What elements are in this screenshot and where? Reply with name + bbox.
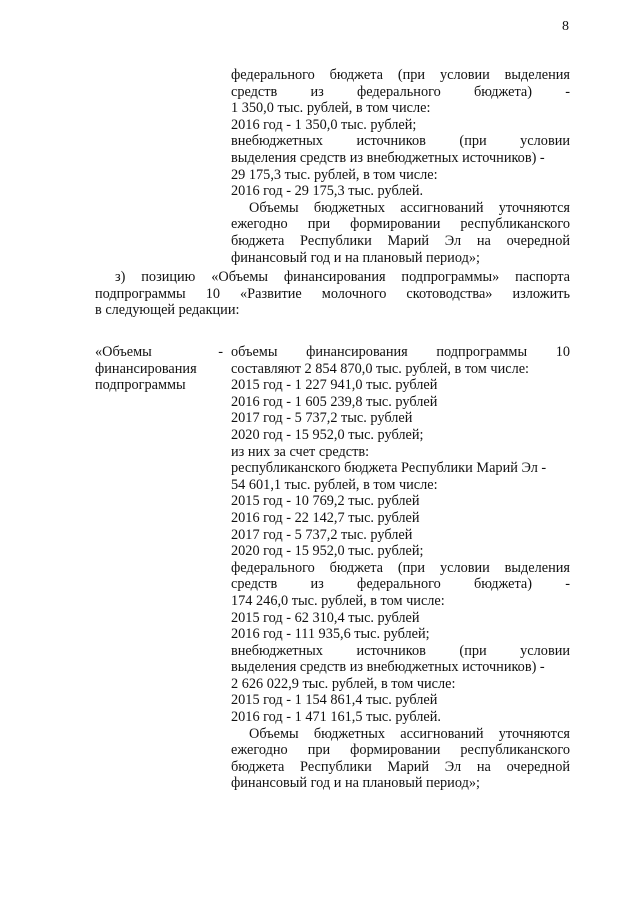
text-line: 2016 год - 1 471 161,5 тыс. рублей.: [231, 709, 441, 726]
text-line: 54 601,1 тыс. рублей, в том числе:: [231, 476, 438, 493]
text-line: федерального бюджета (при условии выделения: [231, 559, 570, 576]
text-line: 2016 год - 1 350,0 тыс. рублей;: [231, 116, 417, 133]
text-line: из них за счет средств:: [231, 443, 370, 460]
text-line: Объемы бюджетных ассигнований уточняются: [249, 199, 570, 216]
text-line: республиканского бюджета Республики Марий Эл -: [231, 460, 547, 477]
text-line: 2015 год - 62 310,4 тыс. рублей: [231, 609, 420, 626]
text-line: 2016 год - 29 175,3 тыс. рублей.: [231, 183, 424, 200]
text-line: средств из федерального бюджета) -: [231, 576, 570, 593]
text-line: 2016 год - 111 935,6 тыс. рублей;: [231, 626, 430, 643]
text-line: составляют 2 854 870,0 тыс. рублей, в том числе:: [231, 360, 530, 377]
text-line: з) позицию «Объемы финансирования подпрограммы» паспорта: [115, 269, 570, 285]
text-line: объемы финансирования подпрограммы 10: [231, 344, 570, 360]
amendment-paragraph: [95, 269, 570, 319]
text-line: 2017 год - 5 737,2 тыс. рублей: [231, 526, 413, 543]
text-line: ежегодно при формировании республиканского: [231, 742, 570, 759]
text-line: подпрограммы 10 «Развитие молочного скотоводства» изложить: [95, 285, 570, 302]
text-line: подпрограммы: [95, 377, 186, 394]
text-line: Объемы бюджетных ассигнований уточняются: [249, 725, 570, 742]
text-line: выделения средств из внебюджетных источников) -: [231, 149, 545, 166]
text-line: 1 350,0 тыс. рублей, в том числе:: [231, 100, 431, 117]
text-line: ежегодно при формировании республиканского: [231, 216, 570, 233]
text-line: 2020 год - 15 952,0 тыс. рублей;: [231, 543, 424, 560]
text-line: внебюджетных источников (при условии: [231, 642, 570, 659]
text-line: 2015 год - 10 769,2 тыс. рублей: [231, 493, 420, 510]
funding-label: [95, 344, 223, 394]
text-line: 2016 год - 1 605 239,8 тыс. рублей: [231, 393, 438, 410]
funding-details-text: [231, 344, 570, 792]
text-line: 2 626 022,9 тыс. рублей, в том числе:: [231, 675, 456, 692]
text-line: 2015 год - 1 154 861,4 тыс. рублей: [231, 692, 438, 709]
text-line: «Объемы -: [95, 344, 223, 360]
page-number: 8: [562, 19, 569, 34]
text-line: 2020 год - 15 952,0 тыс. рублей;: [231, 426, 424, 443]
text-line: финансовый год и на плановый период»;: [231, 775, 480, 792]
text-line: 174 246,0 тыс. рублей, в том числе:: [231, 592, 445, 609]
text-line: внебюджетных источников (при условии: [231, 133, 570, 150]
text-line: средств из федерального бюджета) -: [231, 83, 570, 100]
text-line: выделения средств из внебюджетных источников) -: [231, 659, 545, 676]
text-line: бюджета Республики Марий Эл на очередной: [231, 232, 570, 249]
text-line: 2016 год - 22 142,7 тыс. рублей: [231, 509, 420, 526]
text-line: финансирования: [95, 360, 197, 377]
text-line: бюджета Республики Марий Эл на очередной: [231, 758, 570, 775]
text-line: федерального бюджета (при условии выделения: [231, 67, 570, 83]
text-line: финансовый год и на плановый период»;: [231, 249, 480, 266]
text-line: 2017 год - 5 737,2 тыс. рублей: [231, 410, 413, 427]
text-line: 29 175,3 тыс. рублей, в том числе:: [231, 166, 438, 183]
text-line: 2015 год - 1 227 941,0 тыс. рублей: [231, 377, 438, 394]
continued-funding-text: [231, 67, 570, 266]
text-line: в следующей редакции:: [95, 302, 240, 319]
